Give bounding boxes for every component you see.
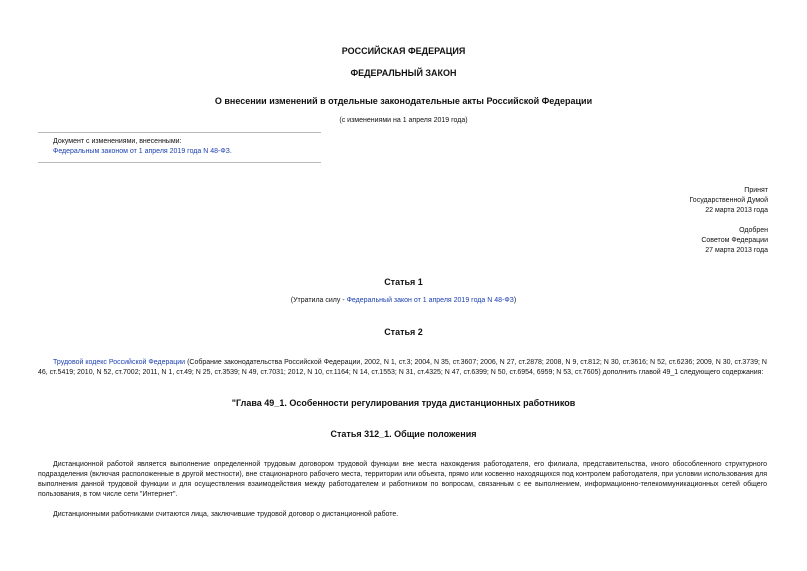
amendment-link[interactable]: Федеральным законом от 1 апреля 2019 года N 48-ФЗ. — [53, 148, 232, 155]
amendments-box — [38, 132, 321, 163]
article1-note-prefix: (Утратила силу - — [290, 297, 347, 304]
adopted-line3: 22 марта 2013 года — [705, 207, 768, 214]
doc-type-heading: ФЕДЕРАЛЬНЫЙ ЗАКОН — [350, 68, 457, 78]
article1-note — [0, 297, 807, 304]
adopted-line2: Государственной Думой — [689, 197, 768, 204]
approved-line2: Советом Федерации — [701, 237, 768, 244]
adopted-block — [689, 186, 768, 216]
article2-text: (Собрание законодательства Российской Федерации, 2002, N 1, ст.3; 2004, N 35, ст.3607; 2006, N 27, ст.2878; 2008, N 9, ст.812; N 30, ст.3616; N 52, ст.6236; 2009, N 30, ст.3739; N 46, ст.5419; 2010, N 52, ст.7002; 2011, N 1, ст.49; N 25, ст.3539; N 49, ст.7031; 2012, N 10, ст.1164; N 14, ст.1553; N 31, ст.4325; N 47, ст.6399; N 50, ст.6954, 6959; N 53, ст.7605) дополнить главой 49_1 следующего содержания: — [38, 359, 767, 376]
article2-heading: Статья 2 — [384, 327, 423, 337]
article312-paragraph-1: Дистанционной работой является выполнение определенной трудовым договором трудовой функции вне места нахождения работодателя, его филиала, представительства, иного обособленного структурного подразделения (включая расположенные в другой местности), вне стационарного рабочего места, территории или объекта, прямо или косвенно находящихся под контролем работодателя, при условии использования для выполнения данной трудовой функции и для осуществления взаимодействия между работодателем и работником по вопросам, связанным с ее выполнением, информационно-телекоммуникационных сетей общего пользования, в том числе сети "Интернет". — [38, 461, 767, 498]
labor-code-link[interactable]: Трудовой кодекс Российской Федерации — [53, 359, 186, 366]
country-heading: РОССИЙСКАЯ ФЕДЕРАЦИЯ — [341, 46, 466, 56]
revision-note: (с изменениями на 1 апреля 2019 года) — [339, 117, 468, 124]
approved-line3: 27 марта 2013 года — [705, 247, 768, 254]
approved-block — [701, 226, 768, 256]
article312-paragraph-2: Дистанционными работниками считаются лица, заключившие трудовой договор о дистанционной работе. — [53, 511, 399, 518]
adopted-line1: Принят — [744, 187, 768, 194]
article312-heading: Статья 312_1. Общие положения — [330, 429, 477, 439]
article1-heading: Статья 1 — [384, 277, 423, 287]
amendments-intro: Документ с изменениями, внесенными: — [53, 138, 182, 145]
law-title: О внесении изменений в отдельные законодательные акты Российской Федерации — [214, 96, 593, 106]
chapter-heading: "Глава 49_1. Особенности регулирования труда дистанционных работников — [231, 398, 576, 408]
article1-note-suffix: ) — [513, 297, 517, 304]
approved-line1: Одобрен — [739, 227, 768, 234]
article2-paragraph — [38, 358, 767, 378]
article1-note-link[interactable]: Федеральный закон от 1 апреля 2019 года N 48-ФЗ — [346, 297, 514, 304]
